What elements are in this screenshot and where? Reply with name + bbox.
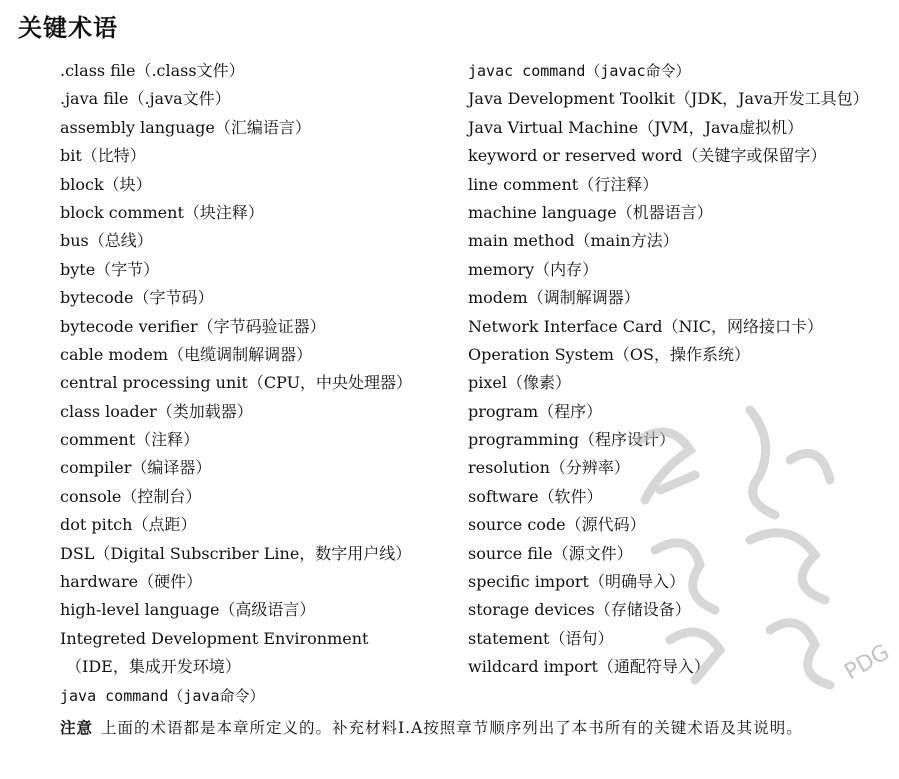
term-item: hardware（硬件） (60, 572, 203, 592)
watermark-label: PDG (840, 639, 894, 686)
term-item: Java Virtual Machine（JVM，Java虚拟机） (468, 117, 804, 137)
term-item: block（块） (60, 174, 152, 194)
term-item: Operation System（OS，操作系统） (468, 344, 750, 364)
term-item: keyword or reserved word（关键字或保留字） (468, 146, 827, 166)
term-item: Network Interface Card（NIC，网络接口卡） (468, 316, 824, 336)
term-item: memory（内存） (468, 259, 599, 279)
term-item: .class file（.class文件） (60, 61, 245, 80)
term-item-continuation: （IDE，集成开发环境） (66, 657, 241, 677)
term-item: Java Development Toolkit（JDK，Java开发工具包） (468, 89, 869, 109)
term-item: bus（总线） (60, 231, 153, 251)
term-item: main method（main方法） (468, 231, 679, 251)
term-item: high-level language（高级语言） (60, 600, 316, 620)
term-item: machine language（机器语言） (468, 202, 713, 222)
term-item: central processing unit（CPU，中央处理器） (60, 373, 413, 393)
term-item: programming（程序设计） (468, 430, 675, 450)
term-item: statement（语句） (468, 628, 614, 648)
term-item: DSL（Digital Subscriber Line，数字用户线） (60, 543, 412, 563)
term-item: resolution（分辨率） (468, 458, 630, 478)
term-item: line comment（行注释） (468, 174, 659, 194)
term-item: comment（注释） (60, 430, 200, 450)
term-item: .java file（.java文件） (60, 89, 231, 109)
term-item: cable modem（电缆调制解调器） (60, 344, 313, 364)
term-item: console（控制台） (60, 486, 202, 506)
term-item: source file（源文件） (468, 543, 633, 563)
term-item: modem（调制解调器） (468, 288, 640, 308)
term-item: compiler（编译器） (60, 458, 212, 478)
term-item: byte（字节） (60, 259, 160, 279)
term-item: dot pitch（点距） (60, 515, 197, 535)
term-item: java command（java命令） (60, 686, 265, 705)
term-item: assembly language（汇编语言） (60, 117, 311, 137)
left-term-column (60, 57, 460, 710)
term-item: wildcard import（通配符导入） (468, 657, 710, 677)
term-item: program（程序） (468, 401, 603, 421)
term-item: bit（比特） (60, 146, 146, 166)
right-term-column (468, 57, 898, 682)
term-item: storage devices（存储设备） (468, 600, 691, 620)
term-item: source code（源代码） (468, 515, 646, 535)
term-item: bytecode verifier（字节码验证器） (60, 316, 326, 336)
term-item: block comment（块注释） (60, 202, 264, 222)
term-item: bytecode（字节码） (60, 288, 214, 308)
note-text: 上面的术语都是本章所定义的。补充材料I.A按照章节顺序列出了本书所有的关键术语及其说明。 (101, 719, 803, 737)
term-item: pixel（像素） (468, 373, 571, 393)
term-item: software（软件） (468, 486, 603, 506)
term-item: specific import（明确导入） (468, 572, 685, 592)
note-paragraph (60, 714, 880, 743)
term-item: javac command（javac命令） (468, 62, 691, 80)
page-title: 关键术语 (18, 14, 118, 42)
term-item: Integreted Development Environment (60, 628, 369, 648)
note-label: 注意 (60, 719, 94, 737)
term-item: class loader（类加载器） (60, 401, 253, 421)
